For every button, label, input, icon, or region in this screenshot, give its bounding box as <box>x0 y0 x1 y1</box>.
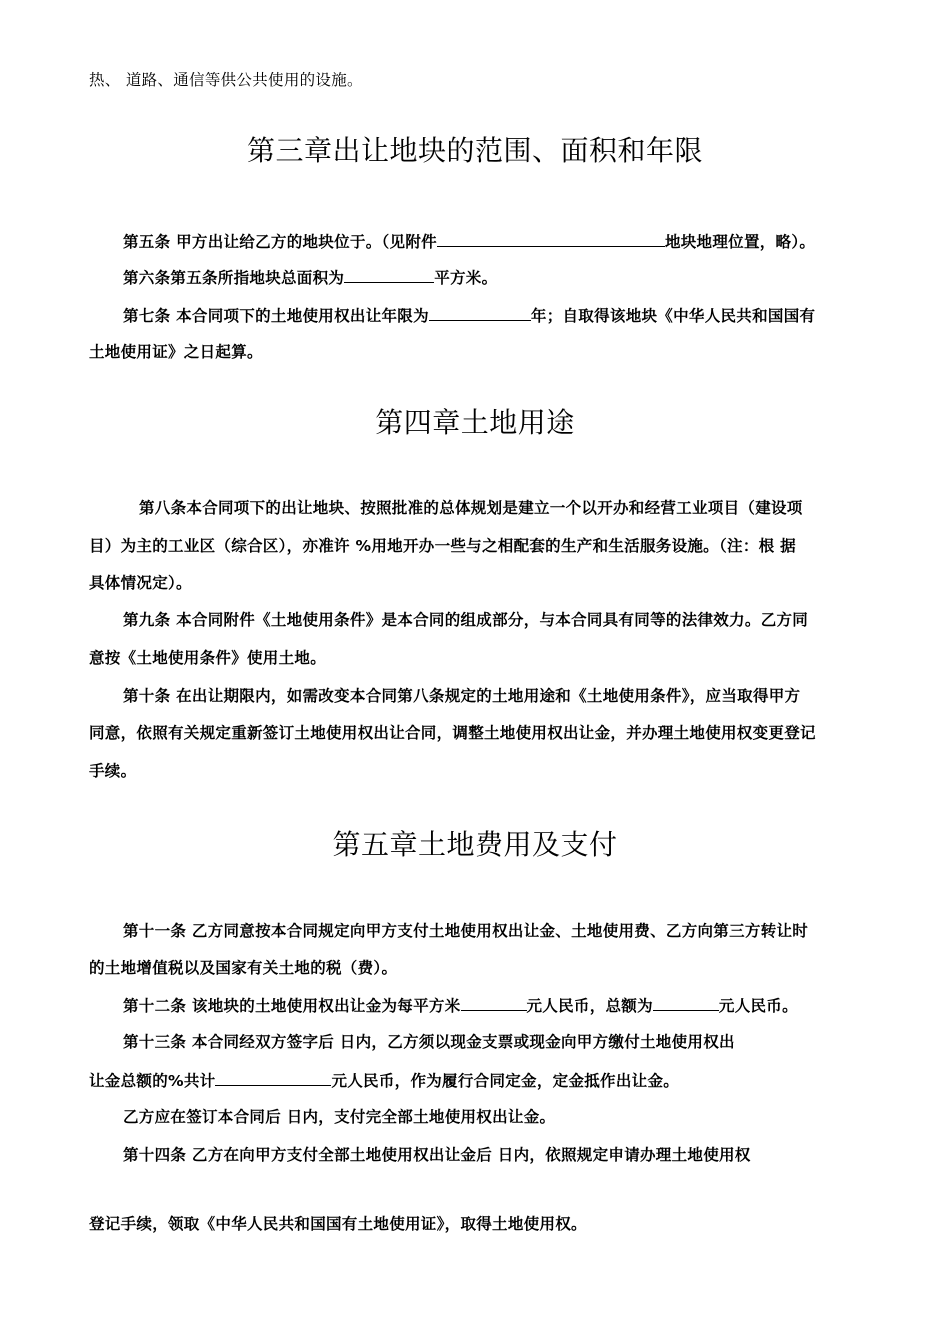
article-5-blank <box>437 231 665 247</box>
article-10-line-3: 手续。 <box>89 762 137 780</box>
article-8-line-3: 具体情况定）。 <box>89 574 192 592</box>
article-13-line-3: 乙方应在签订本合同后 日内，支付完全部土地使用权出让金。 <box>123 1108 556 1126</box>
chapter-3-title: 第三章出让地块的范围、面积和年限 <box>246 134 703 167</box>
article-5-text-b: 地块地理位置，略）。 <box>664 233 816 251</box>
article-13-line-2 <box>89 1070 679 1091</box>
intro-fragment: 热、 道路、通信等供公共使用的设施。 <box>89 71 363 89</box>
article-9-line-1: 第九条 本合同附件《土地使用条件》是本合同的组成部分，与本合同具有同等的法律效力。乙方同 <box>123 611 809 629</box>
article-7-line-1 <box>123 305 815 326</box>
article-10-line-2: 同意，依照有关规定重新签订土地使用权出让合同，调整土地使用权出让金，并办理土地使用权变更登记 <box>89 724 816 742</box>
article-7-text-a: 第七条 本合同项下的土地使用权出让年限为 <box>123 307 429 325</box>
chapter-4-title: 第四章土地用途 <box>375 406 575 439</box>
article-10-line-1: 第十条 在出让期限内，如需改变本合同第八条规定的土地用途和《土地使用条件》，应当取得甲方 <box>123 687 801 705</box>
article-12-text-c: 元人民币。 <box>718 997 798 1015</box>
article-13-line-1: 第十三条 本合同经双方签字后 日内，乙方须以现金支票或现金向甲方缴付土地使用权出 <box>123 1033 735 1051</box>
article-5-text-a: 第五条 甲方出让给乙方的地块位于。（见附件 <box>123 233 437 251</box>
article-7-text-b: 年；自取得该地块《中华人民共和国国有 <box>530 307 816 325</box>
article-6-blank <box>344 267 434 283</box>
article-13-text-a: 让金总额的%共计 <box>89 1072 216 1090</box>
article-14-line-2: 登记手续，领取《中华人民共和国国有土地使用证》，取得土地使用权。 <box>89 1215 587 1233</box>
article-13-blank <box>215 1070 331 1086</box>
article-11-line-2: 的土地增值税以及国家有关土地的税（费）。 <box>89 959 398 977</box>
article-6 <box>123 267 497 288</box>
article-12 <box>123 995 798 1016</box>
article-12-blank-1 <box>461 995 527 1011</box>
chapter-5-title: 第五章土地费用及支付 <box>332 828 618 861</box>
article-8-line-2: 目）为主的工业区（综合区），亦准许 %用地开办一些与之相配套的生产和生活服务设施。（注：根 据 <box>89 537 796 555</box>
article-5 <box>123 231 815 252</box>
article-9-line-2: 意按《土地使用条件》使用土地。 <box>89 649 327 667</box>
article-11-line-1: 第十一条 乙方同意按本合同规定向甲方支付土地使用权出让金、土地使用费、乙方向第三方转让时 <box>123 922 809 940</box>
article-12-blank-2 <box>653 995 719 1011</box>
article-12-text-b: 元人民币，总额为 <box>526 997 653 1015</box>
article-6-text-b: 平方米。 <box>434 269 498 287</box>
article-14-line-1: 第十四条 乙方在向甲方支付全部土地使用权出让金后 日内，依照规定申请办理土地使用权 <box>123 1146 751 1164</box>
article-12-text-a: 第十二条 该地块的土地使用权出让金为每平方米 <box>123 997 461 1015</box>
article-6-text-a: 第六条第五条所指地块总面积为 <box>123 269 345 287</box>
article-7-blank <box>429 305 531 321</box>
article-8-line-1: 第八条本合同项下的出让地块、按照批准的总体规划是建立一个以开办和经营工业项目（建设项 <box>139 499 803 517</box>
article-7-line-2: 土地使用证》之日起算。 <box>89 343 263 361</box>
article-13-text-b: 元人民币，作为履行合同定金，定金抵作出让金。 <box>331 1072 680 1090</box>
